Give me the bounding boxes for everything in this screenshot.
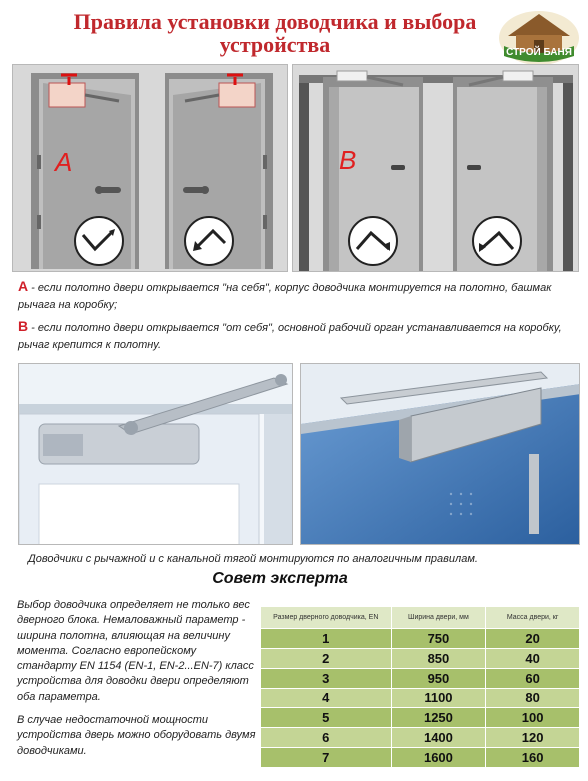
table-row: [261, 728, 580, 748]
label-b: B: [339, 145, 357, 175]
logo-text: СТРОЙ БАНЯ: [506, 47, 572, 58]
table-cell: 20: [486, 629, 580, 649]
table-header-mass: Масса двери, кг: [486, 607, 580, 629]
door-diagram-b: [292, 64, 579, 272]
label-a: A: [55, 147, 73, 177]
description-a: [18, 278, 573, 314]
page-title: Правила установки доводчика и выбора устройства: [73, 9, 477, 57]
logo: [494, 2, 584, 68]
table-cell: 1600: [391, 748, 486, 768]
table-cell: 2: [261, 648, 392, 668]
table-row: [261, 748, 580, 768]
expert-title: Совет эксперта: [212, 570, 348, 587]
table-cell: 80: [486, 688, 580, 708]
photo-caption: Доводчики с рычажной и с канальной тягой монтируются по аналогичным правилам.: [28, 553, 478, 565]
table-row: [261, 668, 580, 688]
table-cell: 160: [486, 748, 580, 768]
advice-paragraph-2: В случае недостаточной мощности устройства дверь можно оборудовать двумя доводчиками.: [17, 714, 256, 757]
advice-paragraph-1: Выбор доводчика определяет не только вес дверного блока. Немаловажный параметр - ширина полотна, влияющая на величину момента. Согласно европейскому стандарту EN 1154 (EN-1, EN-2...EN-7) класс устройства для доводки двери определяют оба параметра.: [17, 599, 254, 703]
table-row: [261, 688, 580, 708]
table-cell: 850: [391, 648, 486, 668]
table-header-size: Размер дверного доводчика, EN: [261, 607, 392, 629]
closer-size-table: [260, 606, 580, 768]
table-cell: 4: [261, 688, 392, 708]
table-cell: 5: [261, 708, 392, 728]
table-cell: 120: [486, 728, 580, 748]
description-b-key: B: [18, 318, 29, 334]
description-a-key: A: [18, 278, 29, 294]
table-cell: 40: [486, 648, 580, 668]
table-cell: 1100: [391, 688, 486, 708]
lever-closer-photo: [18, 363, 293, 545]
table-cell: 7: [261, 748, 392, 768]
table-cell: 6: [261, 728, 392, 748]
table-cell: 1250: [391, 708, 486, 728]
table-cell: 1400: [391, 728, 486, 748]
table-row: [261, 629, 580, 649]
table-cell: 100: [486, 708, 580, 728]
table-cell: 1: [261, 629, 392, 649]
description-b-text: - если полотно двери открывается "от себя", основной рабочий орган устанавливается на коробку, рычаг крепится к полотну.: [18, 322, 562, 351]
slide-arm-closer-photo: [300, 363, 580, 545]
table-cell: 3: [261, 668, 392, 688]
table-cell: 950: [391, 668, 486, 688]
door-diagram-a: [12, 64, 288, 272]
description-a-text: - если полотно двери открывается "на себя", корпус доводчика монтируется на полотно, башмак рычага на коробку;: [18, 282, 552, 311]
table-cell: 750: [391, 629, 486, 649]
table-row: [261, 648, 580, 668]
table-row: [261, 708, 580, 728]
table-header-width: Ширина двери, мм: [391, 607, 486, 629]
description-b: [18, 318, 573, 354]
table-cell: 60: [486, 668, 580, 688]
expert-advice: [17, 598, 257, 759]
